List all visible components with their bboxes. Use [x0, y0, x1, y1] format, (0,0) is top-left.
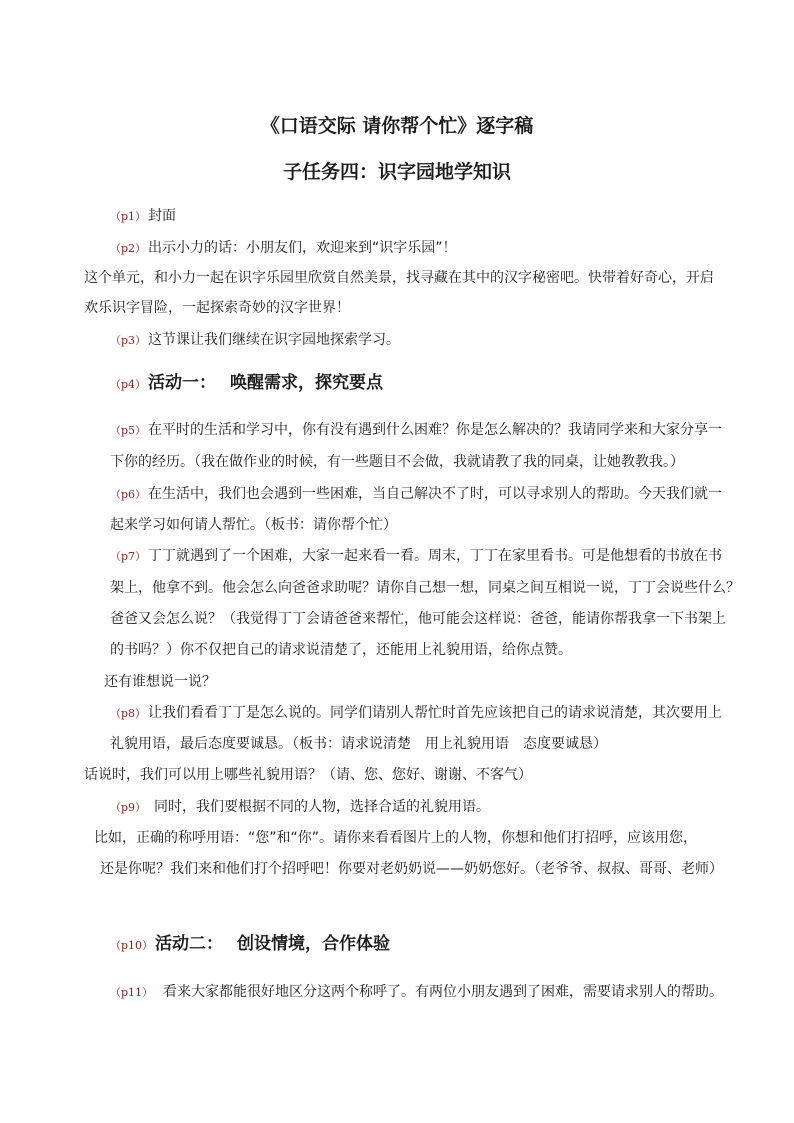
line-text: 看来大家都能很好地区分这两个称呼了。有两位小朋友遇到了困难，需要请求别人的帮助。 [163, 984, 724, 1000]
paragraph-line: 这个单元，和小力一起在识字乐园里欣赏自然美景，找寻藏在其中的汉字秘密吧。快带着好奇心，开启 [84, 270, 714, 286]
paragraph-line [110, 484, 722, 505]
paragraph-line: 欢乐识字冒险，一起探索奇妙的汉字世界！ [84, 300, 350, 316]
heading-label: 活动二： [155, 934, 224, 954]
document-subtitle: 子任务四：识字园地学知识 [282, 161, 511, 183]
heading-label: 活动一： [148, 373, 217, 393]
page-tag: （p9） [110, 801, 147, 814]
paragraph-line: 下你的经历。（我在做作业的时候，有一些题目不会做，我就请教了我的同桌，让她教教我。） [110, 454, 684, 470]
paragraph-line: 比如，正确的称呼用语：“您”和“你”。请你来看看图片上的人物，你想和他们打招呼，应该用您， [94, 830, 698, 846]
paragraph-line: 还有谁想说一说？ [104, 674, 216, 690]
paragraph-line: 话说时，我们可以用上哪些礼貌用语？（请、您、您好、谢谢、不客气） [84, 767, 532, 783]
line-text: 在平时的生活和学习中，你有没有遇到什么困难？你是怎么解决的？我请同学来和大家分享一 [148, 422, 723, 438]
section-heading-activity-one [110, 373, 383, 395]
page-tag: （p5） [110, 424, 147, 437]
page-tag: （p1） [110, 210, 147, 223]
paragraph-line [110, 330, 400, 351]
paragraph-line [110, 982, 723, 1003]
paragraph-line: 礼貌用语，最后态度要诚恳。（板书：请求说清楚 用上礼貌用语 态度要诚恳） [110, 736, 607, 752]
paragraph-line: 架上，他拿不到。他会怎么向爸爸求助呢？请你自己想一想，同桌之间互相说一说，丁丁会说些什么？ [110, 580, 740, 596]
heading-text: 创设情境，合作体验 [237, 934, 391, 954]
page-tag: （p4） [110, 378, 147, 391]
paragraph-line [110, 206, 176, 227]
paragraph-line: 起来学习如何请人帮忙。（板书：请你帮个忙） [110, 517, 397, 533]
line-text: 出示小力的话：小朋友们，欢迎来到“识字乐园”！ [148, 240, 457, 256]
paragraph-line [110, 797, 490, 818]
page-tag: （p6） [110, 488, 147, 501]
line-text: 同时，我们要根据不同的人物，选择合适的礼貌用语。 [154, 799, 491, 815]
page-tag: （p11） [110, 986, 154, 999]
paragraph-line: 爸爸又会怎么说？（我觉得丁丁会请爸爸来帮忙，他可能会这样说：爸爸，能请你帮我拿一下书架上 [110, 611, 726, 627]
paragraph-line [110, 238, 457, 259]
page-tag: （p10） [110, 939, 154, 952]
section-heading-activity-two [110, 934, 390, 956]
document-title: 《口语交际 请你帮个忙》逐字稿 [260, 115, 534, 137]
paragraph-line: 的书吗？）你不仅把自己的请求说清楚了，还能用上礼貌用语，给你点赞。 [110, 642, 572, 658]
line-text: 封面 [148, 208, 177, 224]
line-text: 丁丁就遇到了一个困难，大家一起来看一看。周末，丁丁在家里看书。可是他想看的书放在书 [148, 548, 723, 564]
heading-text: 唤醒需求，探究要点 [230, 373, 384, 393]
paragraph-line [110, 703, 722, 724]
page-tag: （p2） [110, 242, 147, 255]
paragraph-line [110, 546, 722, 567]
page-tag: （p8） [110, 707, 147, 720]
page-tag: （p7） [110, 550, 147, 563]
paragraph-line: 还是你呢？我们来和他们打个招呼吧！你要对老奶奶说——奶奶您好。（老爷爷、叔叔、哥哥、老师） [100, 861, 723, 877]
line-text: 这节课让我们继续在识字园地探索学习。 [148, 332, 401, 348]
line-text: 在生活中，我们也会遇到一些困难，当自己解决不了时，可以寻求别人的帮助。今天我们就一 [148, 486, 723, 502]
line-text: 让我们看看丁丁是怎么说的。同学们请别人帮忙时首先应该把自己的请求说清楚，其次要用上 [148, 705, 723, 721]
page-tag: （p3） [110, 334, 147, 347]
paragraph-line [110, 420, 722, 441]
